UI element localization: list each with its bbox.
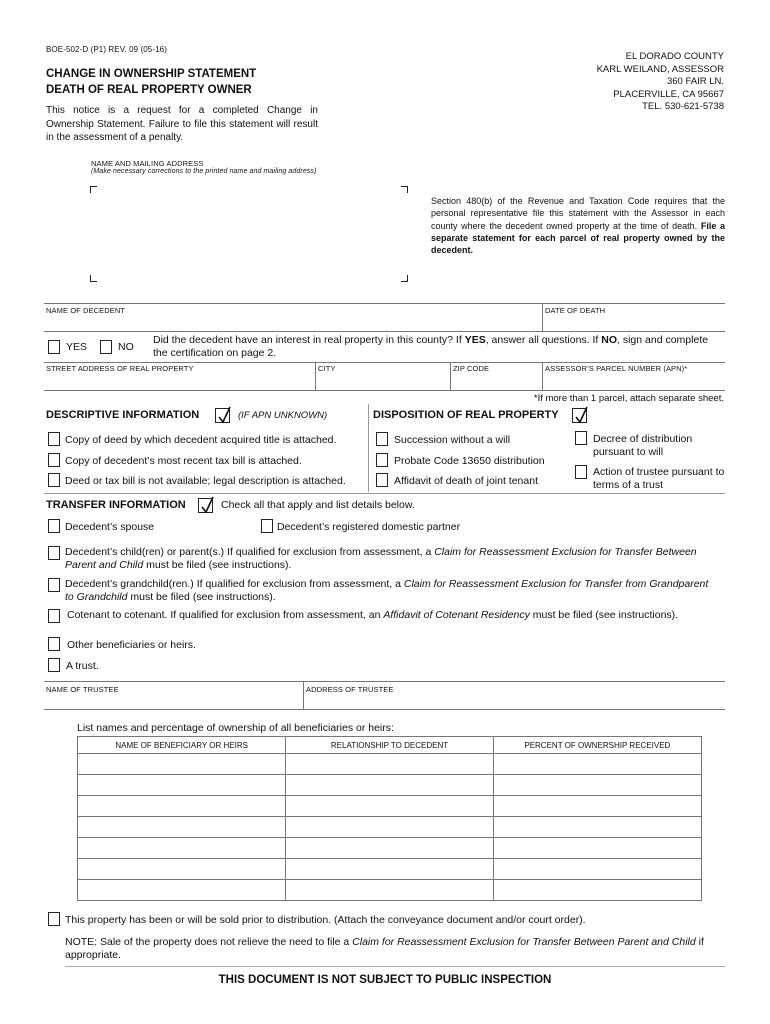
mailing-address-window[interactable]: [90, 186, 408, 282]
disposition-heading: DISPOSITION OF REAL PROPERTY: [373, 409, 559, 421]
table-cell[interactable]: [493, 775, 701, 796]
table-cell[interactable]: [286, 817, 493, 838]
table-row: [78, 754, 702, 775]
yes-checkbox[interactable]: [48, 340, 60, 354]
table-cell[interactable]: [286, 859, 493, 880]
grandchild-text: Decedent’s grandchild(ren.) If qualified for exclusion from assessment, a: [65, 578, 404, 590]
form-id: BOE-502-D (P1) REV. 09 (05-16): [46, 45, 167, 54]
street-address-field[interactable]: [44, 372, 312, 390]
child-text: must be filed (see instructions).: [143, 559, 292, 571]
beneficiary-name-header: NAME OF BENEFICIARY OR HEIRS: [78, 737, 286, 754]
divider: [44, 493, 725, 494]
tax-bill-label: Copy of decedent’s most recent tax bill is attached.: [65, 455, 302, 467]
divider: [44, 681, 725, 682]
table-cell[interactable]: [493, 880, 701, 901]
assessor-tel: TEL. 530-621-5738: [642, 101, 724, 112]
divider: [44, 709, 725, 710]
checkmark-icon: [216, 405, 232, 425]
cotenant-form-name: Affidavit of Cotenant Residency: [383, 609, 530, 621]
corner-mark: [401, 186, 408, 193]
affidavit-label: Affidavit of death of joint tenant: [394, 475, 538, 487]
divider: [303, 681, 304, 709]
question-yes: YES: [464, 334, 486, 346]
section-480-bold: File a separate statement for each parcel of real property owned by the decedent.: [431, 220, 725, 256]
transfer-instruction: Check all that apply and list details below.: [221, 499, 415, 511]
corner-mark: [90, 186, 97, 193]
zip-label: ZIP CODE: [453, 364, 490, 373]
table-row: [78, 859, 702, 880]
disposition-check[interactable]: [572, 408, 587, 423]
cotenant-text: must be filed (see instructions).: [529, 609, 679, 621]
table-cell[interactable]: [493, 859, 701, 880]
divider: [44, 331, 725, 332]
beneficiaries-table: [77, 736, 702, 901]
question-text: , answer all questions. If: [485, 334, 602, 346]
deed-copy-label: Copy of deed by which decedent acquired title is attached.: [65, 434, 337, 446]
table-cell[interactable]: [78, 838, 286, 859]
assessor-name: KARL WEILAND, ASSESSOR: [596, 63, 724, 75]
cotenant-text: Cotenant to cotenant. If qualified for exclusion from assessment, an: [67, 609, 384, 621]
form-subtitle: DEATH OF REAL PROPERTY OWNER: [46, 84, 252, 96]
interest-question: [153, 334, 723, 360]
probate-checkbox[interactable]: [376, 453, 388, 467]
yes-label: YES: [66, 341, 88, 353]
grandchild-label: [65, 578, 715, 604]
table-cell[interactable]: [78, 754, 286, 775]
corner-mark: [401, 275, 408, 282]
child-form-name: Claim for Reassessment Exclusion for Transfer Between Parent and Child: [65, 546, 697, 571]
trustee-address-label: ADDRESS OF TRUSTEE: [306, 685, 394, 694]
mailing-address-label: NAME AND MAILING ADDRESS: [91, 159, 204, 168]
succession-checkbox[interactable]: [376, 432, 388, 446]
grandchild-checkbox[interactable]: [48, 578, 60, 592]
divider: [44, 303, 725, 304]
domestic-partner-checkbox[interactable]: [261, 519, 273, 533]
child-parent-label: [65, 546, 715, 572]
divider: [44, 390, 725, 391]
trustee-name-label: NAME OF TRUSTEE: [46, 685, 119, 694]
city-field[interactable]: [318, 372, 448, 390]
zip-field[interactable]: [453, 372, 539, 390]
relationship-header: RELATIONSHIP TO DECEDENT: [286, 737, 493, 754]
table-cell[interactable]: [286, 880, 493, 901]
table-cell[interactable]: [78, 859, 286, 880]
spouse-checkbox[interactable]: [48, 519, 60, 533]
divider: [542, 362, 543, 390]
apn-label: ASSESSOR’S PARCEL NUMBER (APN)*: [545, 364, 688, 373]
no-checkbox[interactable]: [100, 340, 112, 354]
sold-prior-checkbox[interactable]: [48, 912, 60, 926]
sale-note-text: NOTE: Sale of the property does not relieve the need to file a: [65, 936, 353, 948]
trustee-address-field[interactable]: [306, 693, 725, 709]
corner-mark: [90, 275, 97, 282]
sold-prior-label: This property has been or will be sold prior to distribution. (Attach the conveyance document and/or court order).: [65, 914, 586, 926]
deed-copy-checkbox[interactable]: [48, 432, 60, 446]
table-row: [78, 796, 702, 817]
table-cell[interactable]: [78, 880, 286, 901]
trust-label: A trust.: [66, 660, 99, 672]
divider: [44, 362, 725, 363]
decree-label: Decree of distribution pursuant to will: [593, 433, 693, 458]
table-cell[interactable]: [493, 817, 701, 838]
trustee-name-field[interactable]: [44, 693, 300, 709]
divider: [450, 362, 451, 390]
probate-label: Probate Code 13650 distribution: [394, 455, 545, 467]
no-label: NO: [118, 341, 134, 353]
divider: [368, 404, 369, 492]
tax-bill-checkbox[interactable]: [48, 453, 60, 467]
divider: [542, 303, 543, 331]
legal-description-checkbox[interactable]: [48, 473, 60, 487]
table-cell[interactable]: [286, 796, 493, 817]
assessor-street: 360 FAIR LN.: [666, 76, 724, 87]
divider: [315, 362, 316, 390]
street-address-label: STREET ADDRESS OF REAL PROPERTY: [46, 364, 194, 373]
question-no: NO: [601, 334, 618, 346]
table-cell[interactable]: [286, 775, 493, 796]
checkmark-icon: [199, 495, 215, 515]
public-inspection-notice: THIS DOCUMENT IS NOT SUBJECT TO PUBLIC INSPECTION: [218, 974, 552, 986]
table-cell[interactable]: [78, 796, 286, 817]
percent-header: PERCENT OF OWNERSHIP RECEIVED: [493, 737, 701, 754]
apn-unknown-check[interactable]: [215, 408, 230, 423]
form-title: CHANGE IN OWNERSHIP STATEMENT: [46, 68, 257, 80]
question-text: , sign and complete the certification on page 2.: [153, 334, 709, 359]
assessor-county: EL DORADO COUNTY: [625, 51, 724, 62]
table-cell[interactable]: [286, 838, 493, 859]
beneficiaries-intro: List names and percentage of ownership of all beneficiaries or heirs:: [77, 722, 394, 734]
table-cell[interactable]: [493, 796, 701, 817]
city-label: CITY: [318, 364, 336, 373]
trustee-action-label: Action of trustee pursuant to terms of a trust: [593, 466, 725, 491]
table-header-row: [78, 737, 702, 754]
transfer-heading: TRANSFER INFORMATION: [46, 499, 186, 511]
apn-unknown-label: (IF APN UNKNOWN): [238, 410, 328, 421]
table-row: [78, 775, 702, 796]
table-cell[interactable]: [493, 838, 701, 859]
child-text: Decedent’s child(ren) or parent(s.) If qualified for exclusion from assessment, a: [65, 546, 435, 558]
table-row: [78, 838, 702, 859]
sale-note-text: if appropriate.: [65, 936, 704, 961]
cotenant-checkbox[interactable]: [48, 609, 60, 623]
legal-description-label: Deed or tax bill is not available; legal description is attached.: [65, 475, 346, 487]
sale-note: [65, 936, 715, 962]
affidavit-checkbox[interactable]: [376, 473, 388, 487]
table-cell[interactable]: [493, 754, 701, 775]
decedent-name-field[interactable]: [44, 313, 540, 331]
child-parent-checkbox[interactable]: [48, 546, 60, 560]
apn-field[interactable]: [545, 372, 725, 390]
question-text: Did the decedent have an interest in real property in this county? If: [153, 334, 465, 346]
assessor-city: PLACERVILLE, CA 95667: [613, 88, 724, 100]
decree-checkbox[interactable]: [575, 431, 587, 445]
section-480-text: [431, 195, 725, 256]
mailing-address-sublabel: (Make necessary corrections to the printed name and mailing address): [91, 168, 317, 175]
trustee-action-checkbox[interactable]: [575, 465, 587, 479]
checkmark-icon: [573, 405, 589, 425]
parcel-note: *If more than 1 parcel, attach separate sheet.: [533, 393, 724, 404]
date-of-death-label: DATE OF DEATH: [545, 306, 606, 315]
table-row: [78, 880, 702, 901]
grandchild-form-name: Claim for Reassessment Exclusion for Transfer from Grandparent to Grandchild: [65, 578, 709, 603]
grandchild-text: must be filed (see instructions).: [127, 591, 276, 603]
sale-note-form-name: Claim for Reassessment Exclusion for Transfer Between Parent and Child: [352, 936, 696, 948]
decedent-name-label: NAME OF DECEDENT: [46, 306, 126, 315]
succession-label: Succession without a will: [394, 434, 511, 446]
descriptive-heading: DESCRIPTIVE INFORMATION: [46, 409, 200, 421]
section-480-body: Section 480(b) of the Revenue and Taxation Code requires that the personal representative file this statement with the Assessor in each county where the decedent owned property at the time of death.: [431, 196, 725, 231]
penalty-notice: This notice is a request for a completed Change in Ownership Statement. Failure to file this statement will result in the assessment of a penalty.: [46, 105, 318, 143]
table-cell[interactable]: [286, 754, 493, 775]
other-heirs-label: Other beneficiaries or heirs.: [67, 639, 196, 651]
transfer-check[interactable]: [198, 498, 213, 513]
table-cell[interactable]: [78, 775, 286, 796]
table-cell[interactable]: [78, 817, 286, 838]
divider: [65, 966, 725, 967]
assessor-block: [597, 51, 724, 114]
trust-checkbox[interactable]: [48, 658, 60, 672]
spouse-label: Decedent’s spouse: [65, 521, 155, 533]
domestic-partner-label: Decedent’s registered domestic partner: [277, 521, 461, 533]
date-of-death-field[interactable]: [545, 313, 725, 331]
table-row: [78, 817, 702, 838]
other-heirs-checkbox[interactable]: [48, 637, 60, 651]
cotenant-label: [67, 609, 717, 622]
